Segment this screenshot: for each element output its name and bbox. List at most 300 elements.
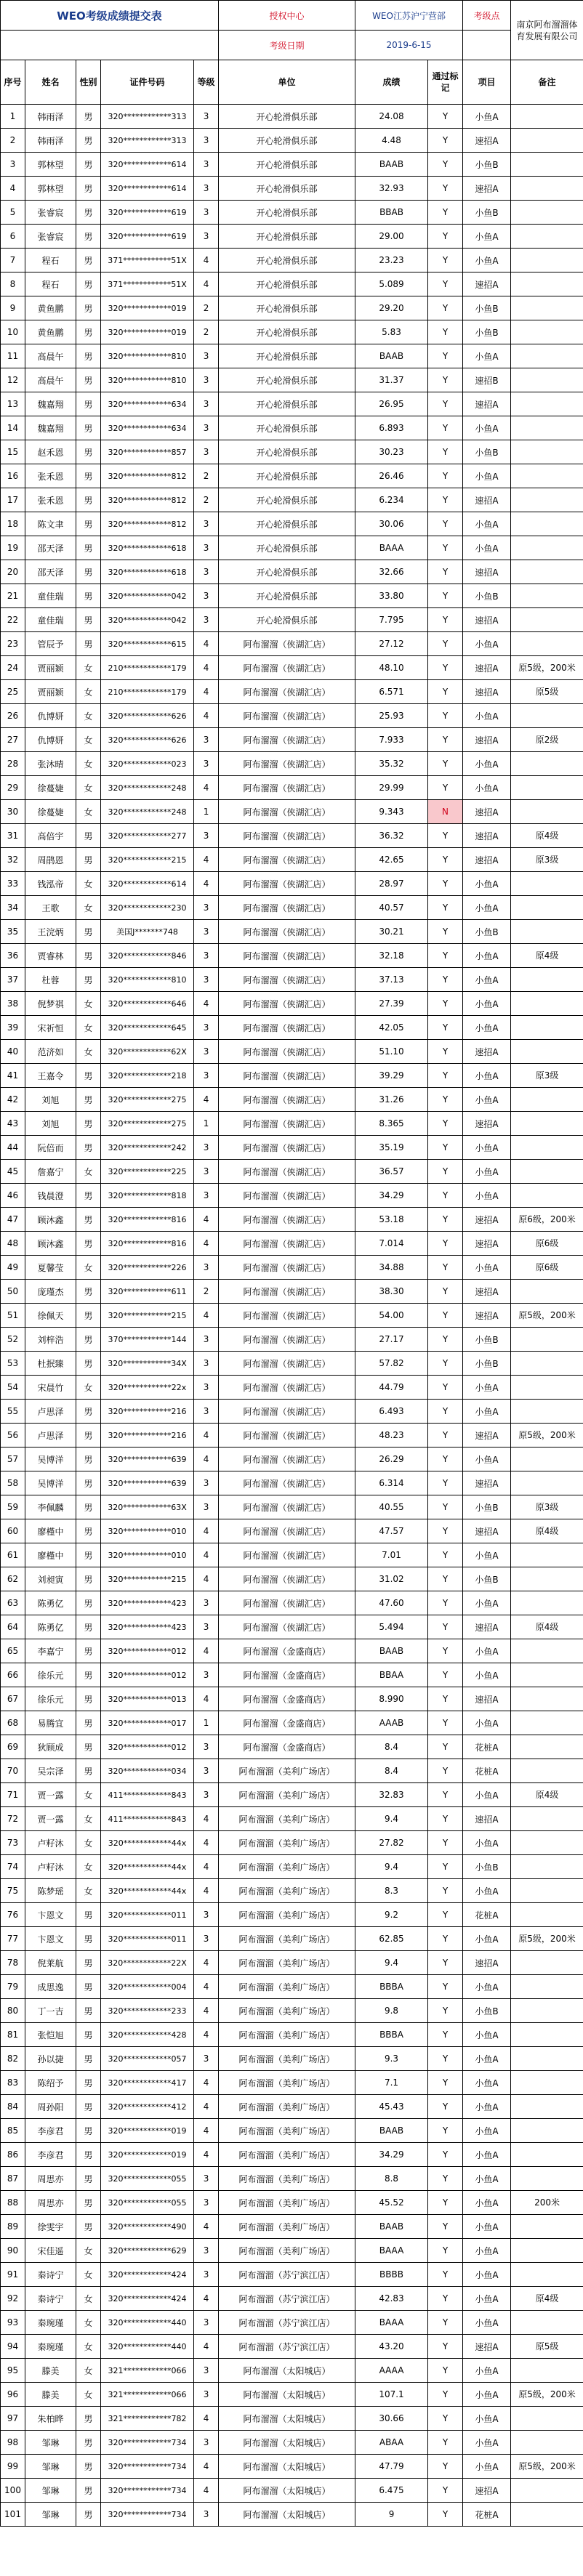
cell-level: 4	[194, 848, 219, 872]
cell-remark: 原6级	[511, 1256, 583, 1280]
cell-remark	[511, 2071, 583, 2095]
cell-index: 97	[1, 2407, 25, 2431]
cell-score: 47.60	[355, 1591, 428, 1615]
cell-level: 3	[194, 225, 219, 249]
cell-level: 3	[194, 824, 219, 848]
cell-name: 孙以捷	[25, 2047, 76, 2071]
table-row	[1, 1615, 583, 1639]
cell-event: 速招A	[463, 1208, 511, 1232]
cell-remark	[511, 2095, 583, 2119]
table-row	[1, 560, 583, 584]
cell-index: 21	[1, 584, 25, 608]
cell-event: 速招A	[463, 272, 511, 296]
cell-id: 320************44x	[101, 1831, 194, 1855]
cell-remark	[511, 1807, 583, 1831]
cell-event: 小鱼B	[463, 1328, 511, 1352]
cell-event: 速招A	[463, 800, 511, 824]
table-row	[1, 2359, 583, 2383]
cell-index: 83	[1, 2071, 25, 2095]
cell-name: 邹琳	[25, 2479, 76, 2503]
cell-index: 94	[1, 2335, 25, 2359]
cell-event: 小鱼A	[463, 2071, 511, 2095]
cell-score: 5.83	[355, 320, 428, 344]
cell-unit: 阿布溜溜（金盛商店）	[219, 1639, 355, 1663]
cell-level: 3	[194, 1328, 219, 1352]
cell-remark	[511, 896, 583, 920]
cell-level: 4	[194, 2335, 219, 2359]
cell-unit: 开心轮滑俱乐部	[219, 392, 355, 416]
cell-event: 小鱼A	[463, 1256, 511, 1280]
cell-id: 320************626	[101, 728, 194, 752]
table-row	[1, 752, 583, 776]
cell-level: 3	[194, 1256, 219, 1280]
cell-index: 39	[1, 1016, 25, 1040]
cell-id: 320************614	[101, 153, 194, 177]
cell-event: 小鱼A	[463, 1088, 511, 1112]
cell-index: 50	[1, 1280, 25, 1304]
cell-name: 周孙阳	[25, 2095, 76, 2119]
cell-name: 张禾恩	[25, 488, 76, 512]
cell-index: 65	[1, 1639, 25, 1663]
cell-gender: 男	[76, 512, 101, 536]
cell-index: 13	[1, 392, 25, 416]
cell-id: 320************019	[101, 2119, 194, 2143]
table-row	[1, 632, 583, 656]
cell-name: 狄顾成	[25, 1735, 76, 1759]
cell-unit: 开心轮滑俱乐部	[219, 129, 355, 153]
cell-remark: 原5级，200米	[511, 1927, 583, 1951]
cell-pass: Y	[428, 560, 463, 584]
cell-name: 童佳瑞	[25, 608, 76, 632]
cell-score: 6.893	[355, 416, 428, 440]
cell-gender: 男	[76, 968, 101, 992]
cell-gender: 男	[76, 201, 101, 225]
cell-index: 90	[1, 2239, 25, 2263]
cell-level: 1	[194, 1711, 219, 1735]
cell-name: 程石	[25, 249, 76, 272]
cell-name: 阮倍而	[25, 1136, 76, 1160]
cell-gender: 男	[76, 272, 101, 296]
cell-score: BAAB	[355, 2119, 428, 2143]
cell-name: 钱泓帝	[25, 872, 76, 896]
cell-score: 42.65	[355, 848, 428, 872]
cell-name: 廖槿中	[25, 1543, 76, 1567]
cell-unit: 开心轮滑俱乐部	[219, 488, 355, 512]
cell-id: 320************012	[101, 1639, 194, 1663]
table-row	[1, 344, 583, 368]
cell-level: 3	[194, 177, 219, 201]
cell-id: 320************22X	[101, 1951, 194, 1975]
cell-index: 70	[1, 1759, 25, 1783]
cell-id: 320************734	[101, 2503, 194, 2527]
cell-score: 8.4	[355, 1735, 428, 1759]
cell-score: BAAA	[355, 536, 428, 560]
cell-gender: 女	[76, 1256, 101, 1280]
cell-gender: 女	[76, 1016, 101, 1040]
cell-remark	[511, 1831, 583, 1855]
cell-score: BAAB	[355, 2215, 428, 2239]
table-row	[1, 968, 583, 992]
cell-score: 34.29	[355, 1184, 428, 1208]
cell-gender: 男	[76, 1567, 101, 1591]
cell-score: 54.00	[355, 1304, 428, 1328]
cell-event: 速招A	[463, 848, 511, 872]
cell-score: 26.29	[355, 1448, 428, 1471]
cell-pass: Y	[428, 440, 463, 464]
table-row	[1, 416, 583, 440]
table-row	[1, 225, 583, 249]
cell-pass: Y	[428, 1903, 463, 1927]
cell-pass: Y	[428, 824, 463, 848]
cell-score: 27.39	[355, 992, 428, 1016]
cell-remark	[511, 416, 583, 440]
title-row	[1, 1, 583, 31]
cell-level: 3	[194, 153, 219, 177]
cell-name: 贾一露	[25, 1807, 76, 1831]
cell-id: 320************615	[101, 632, 194, 656]
cell-remark	[511, 1639, 583, 1663]
cell-name: 王嘉令	[25, 1064, 76, 1088]
cell-gender: 女	[76, 2335, 101, 2359]
cell-level: 4	[194, 656, 219, 680]
table-row	[1, 1328, 583, 1352]
table-row	[1, 2431, 583, 2455]
cell-name: 吴博洋	[25, 1448, 76, 1471]
cell-id: 320************44x	[101, 1855, 194, 1879]
cell-score: 30.66	[355, 2407, 428, 2431]
cell-event: 小鱼A	[463, 225, 511, 249]
cell-unit: 阿布溜溜（太阳城店）	[219, 2359, 355, 2383]
cell-pass: Y	[428, 1112, 463, 1136]
cell-event: 小鱼A	[463, 1064, 511, 1088]
cell-pass: Y	[428, 1016, 463, 1040]
cell-remark	[511, 2143, 583, 2167]
cell-index: 27	[1, 728, 25, 752]
cell-pass: Y	[428, 296, 463, 320]
col-header-pass: 通过标记	[428, 60, 463, 105]
table-row	[1, 1687, 583, 1711]
cell-pass: Y	[428, 1927, 463, 1951]
cell-pass: Y	[428, 872, 463, 896]
cell-gender: 女	[76, 656, 101, 680]
authorized-center-value: WEO江苏沪宁营部	[355, 1, 463, 31]
cell-unit: 开心轮滑俱乐部	[219, 584, 355, 608]
cell-index: 45	[1, 1160, 25, 1184]
cell-gender: 男	[76, 2215, 101, 2239]
cell-unit: 阿布溜溜（金盛商店）	[219, 1735, 355, 1759]
cell-id: 320************004	[101, 1975, 194, 1999]
cell-pass: Y	[428, 2431, 463, 2455]
cell-name: 魏嘉翔	[25, 416, 76, 440]
cell-score: 31.37	[355, 368, 428, 392]
cell-score: ABAA	[355, 2431, 428, 2455]
cell-level: 3	[194, 1495, 219, 1519]
cell-score: 7.014	[355, 1232, 428, 1256]
table-row	[1, 2119, 583, 2143]
cell-remark	[511, 1903, 583, 1927]
cell-index: 3	[1, 153, 25, 177]
table-row	[1, 2479, 583, 2503]
cell-name: 韩雨泽	[25, 129, 76, 153]
cell-index: 2	[1, 129, 25, 153]
cell-id: 411************843	[101, 1807, 194, 1831]
cell-event: 速招A	[463, 608, 511, 632]
cell-pass: Y	[428, 1855, 463, 1879]
cell-unit: 阿布溜溜（美利广场店）	[219, 1783, 355, 1807]
cell-event: 小鱼A	[463, 2407, 511, 2431]
cell-remark	[511, 1088, 583, 1112]
cell-event: 小鱼A	[463, 2383, 511, 2407]
cell-level: 4	[194, 1424, 219, 1448]
cell-level: 3	[194, 201, 219, 225]
table-row	[1, 1016, 583, 1040]
cell-unit: 阿布溜溜（侠湖汇店）	[219, 1208, 355, 1232]
cell-index: 44	[1, 1136, 25, 1160]
cell-remark	[511, 464, 583, 488]
cell-name: 秦诗宁	[25, 2287, 76, 2311]
cell-name: 邹琳	[25, 2503, 76, 2527]
cell-score: 39.29	[355, 1064, 428, 1088]
cell-id: 320************424	[101, 2287, 194, 2311]
cell-id: 320************440	[101, 2311, 194, 2335]
cell-pass: Y	[428, 2359, 463, 2383]
cell-event: 小鱼A	[463, 2047, 511, 2071]
cell-level: 4	[194, 1088, 219, 1112]
cell-index: 73	[1, 1831, 25, 1855]
cell-remark	[511, 2263, 583, 2287]
cell-gender: 男	[76, 1543, 101, 1567]
cell-gender: 男	[76, 249, 101, 272]
cell-index: 95	[1, 2359, 25, 2383]
cell-unit: 阿布溜溜（侠湖汇店）	[219, 1040, 355, 1064]
cell-name: 张恺旭	[25, 2023, 76, 2047]
cell-id: 320************734	[101, 2431, 194, 2455]
cell-level: 3	[194, 2167, 219, 2191]
cell-score: 26.46	[355, 464, 428, 488]
cell-gender: 女	[76, 800, 101, 824]
cell-id: 320************634	[101, 416, 194, 440]
cell-level: 3	[194, 608, 219, 632]
cell-unit: 阿布溜溜（美利广场店）	[219, 1927, 355, 1951]
cell-gender: 女	[76, 752, 101, 776]
cell-gender: 男	[76, 1951, 101, 1975]
cell-event: 小鱼A	[463, 1591, 511, 1615]
cell-event: 速招A	[463, 2479, 511, 2503]
cell-unit: 阿布溜溜（金盛商店）	[219, 1663, 355, 1687]
cell-pass: Y	[428, 368, 463, 392]
cell-unit: 阿布溜溜（太阳城店）	[219, 2479, 355, 2503]
cell-score: 45.43	[355, 2095, 428, 2119]
cell-index: 36	[1, 944, 25, 968]
cell-unit: 开心轮滑俱乐部	[219, 177, 355, 201]
cell-unit: 开心轮滑俱乐部	[219, 440, 355, 464]
cell-pass: Y	[428, 1543, 463, 1567]
cell-remark: 原5级，200米	[511, 2383, 583, 2407]
cell-gender: 女	[76, 1376, 101, 1400]
cell-name: 周鹃恩	[25, 848, 76, 872]
cell-name: 滕美	[25, 2359, 76, 2383]
cell-unit: 阿布溜溜（侠湖汇店）	[219, 1064, 355, 1088]
cell-level: 3	[194, 344, 219, 368]
cell-event: 小鱼A	[463, 1016, 511, 1040]
cell-remark: 原4级	[511, 2287, 583, 2311]
cell-unit: 阿布溜溜（苏宁滨江店）	[219, 2335, 355, 2359]
col-header-id: 证件号码	[101, 60, 194, 105]
cell-unit: 阿布溜溜（侠湖汇店）	[219, 1471, 355, 1495]
cell-name: 邵天泽	[25, 560, 76, 584]
cell-pass: Y	[428, 1400, 463, 1424]
cell-pass: Y	[428, 2143, 463, 2167]
cell-remark	[511, 1136, 583, 1160]
cell-index: 75	[1, 1879, 25, 1903]
cell-level: 4	[194, 1951, 219, 1975]
cell-remark	[511, 2359, 583, 2383]
cell-id: 320************626	[101, 704, 194, 728]
cell-level: 3	[194, 1903, 219, 1927]
cell-pass: Y	[428, 1088, 463, 1112]
cell-index: 35	[1, 920, 25, 944]
cell-level: 4	[194, 1879, 219, 1903]
cell-id: 320************810	[101, 344, 194, 368]
cell-unit: 阿布溜溜（美利广场店）	[219, 2239, 355, 2263]
cell-unit: 阿布溜溜（侠湖汇店）	[219, 728, 355, 752]
cell-index: 72	[1, 1807, 25, 1831]
cell-level: 3	[194, 2431, 219, 2455]
cell-unit: 开心轮滑俱乐部	[219, 368, 355, 392]
cell-level: 3	[194, 728, 219, 752]
blank-cell	[463, 31, 511, 60]
table-row	[1, 153, 583, 177]
cell-level: 3	[194, 1400, 219, 1424]
cell-gender: 女	[76, 776, 101, 800]
cell-id: 320************428	[101, 2023, 194, 2047]
cell-gender: 男	[76, 1495, 101, 1519]
cell-gender: 男	[76, 2071, 101, 2095]
cell-name: 仇博妍	[25, 728, 76, 752]
cell-event: 速招A	[463, 1615, 511, 1639]
cell-pass: Y	[428, 632, 463, 656]
cell-id: 320************216	[101, 1424, 194, 1448]
cell-remark	[511, 920, 583, 944]
cell-score: 8.3	[355, 1879, 428, 1903]
cell-unit: 阿布溜溜（美利广场店）	[219, 1975, 355, 1999]
cell-level: 4	[194, 2407, 219, 2431]
cell-level: 3	[194, 512, 219, 536]
cell-index: 85	[1, 2119, 25, 2143]
col-header-remark: 备注	[511, 60, 583, 105]
cell-remark: 200米	[511, 2191, 583, 2215]
cell-index: 96	[1, 2383, 25, 2407]
cell-score: 9.343	[355, 800, 428, 824]
cell-unit: 阿布溜溜（美利广场店）	[219, 2047, 355, 2071]
table-row	[1, 1424, 583, 1448]
cell-remark	[511, 1999, 583, 2023]
table-row	[1, 320, 583, 344]
cell-unit: 阿布溜溜（侠湖汇店）	[219, 1495, 355, 1519]
cell-id: 371************51X	[101, 249, 194, 272]
cell-remark: 原4级	[511, 824, 583, 848]
cell-remark: 原3级	[511, 1495, 583, 1519]
cell-level: 4	[194, 632, 219, 656]
cell-remark	[511, 177, 583, 201]
cell-gender: 男	[76, 1927, 101, 1951]
cell-remark	[511, 296, 583, 320]
cell-pass: Y	[428, 272, 463, 296]
cell-event: 速招A	[463, 2335, 511, 2359]
cell-gender: 男	[76, 153, 101, 177]
cell-unit: 阿布溜溜（侠湖汇店）	[219, 1376, 355, 1400]
cell-event: 小鱼B	[463, 296, 511, 320]
cell-score: BBBB	[355, 2263, 428, 2287]
cell-remark	[511, 2215, 583, 2239]
authorized-center-label: 授权中心	[219, 1, 355, 31]
cell-score: 51.10	[355, 1040, 428, 1064]
cell-index: 67	[1, 1687, 25, 1711]
cell-id: 320************010	[101, 1543, 194, 1567]
cell-index: 57	[1, 1448, 25, 1471]
cell-score: 8.8	[355, 2167, 428, 2191]
cell-gender: 男	[76, 1304, 101, 1328]
cell-index: 10	[1, 320, 25, 344]
cell-score: 31.26	[355, 1088, 428, 1112]
table-row	[1, 2167, 583, 2191]
cell-gender: 女	[76, 1831, 101, 1855]
cell-event: 速招A	[463, 488, 511, 512]
cell-event: 小鱼A	[463, 2023, 511, 2047]
cell-level: 3	[194, 752, 219, 776]
cell-pass: Y	[428, 2167, 463, 2191]
cell-index: 87	[1, 2167, 25, 2191]
cell-name: 顾沐鑫	[25, 1208, 76, 1232]
table-row	[1, 129, 583, 153]
cell-score: 6.234	[355, 488, 428, 512]
table-row	[1, 440, 583, 464]
cell-level: 4	[194, 1304, 219, 1328]
cell-name: 刘旭	[25, 1088, 76, 1112]
cell-index: 43	[1, 1112, 25, 1136]
cell-name: 庞瑾杰	[25, 1280, 76, 1304]
cell-remark	[511, 2479, 583, 2503]
cell-remark	[511, 1184, 583, 1208]
cell-score: 38.30	[355, 1280, 428, 1304]
table-row	[1, 1567, 583, 1591]
cell-name: 陈勇亿	[25, 1591, 76, 1615]
cell-event: 花桩A	[463, 2503, 511, 2527]
cell-gender: 男	[76, 1615, 101, 1639]
cell-level: 3	[194, 584, 219, 608]
cell-id: 320************424	[101, 2263, 194, 2287]
cell-id: 320************313	[101, 105, 194, 129]
table-row	[1, 1040, 583, 1064]
table-row	[1, 392, 583, 416]
cell-name: 詹嘉宁	[25, 1160, 76, 1184]
cell-index: 28	[1, 752, 25, 776]
cell-gender: 男	[76, 1400, 101, 1424]
cell-event: 速招A	[463, 560, 511, 584]
cell-id: 320************810	[101, 968, 194, 992]
cell-level: 3	[194, 2191, 219, 2215]
table-row	[1, 1471, 583, 1495]
cell-event: 小鱼A	[463, 1136, 511, 1160]
cell-id: 411************843	[101, 1783, 194, 1807]
cell-index: 11	[1, 344, 25, 368]
cell-remark	[511, 320, 583, 344]
cell-unit: 阿布溜溜（太阳城店）	[219, 2407, 355, 2431]
cell-gender: 男	[76, 1999, 101, 2023]
cell-id: 320************216	[101, 1400, 194, 1424]
cell-name: 高晨午	[25, 368, 76, 392]
cell-id: 320************215	[101, 848, 194, 872]
